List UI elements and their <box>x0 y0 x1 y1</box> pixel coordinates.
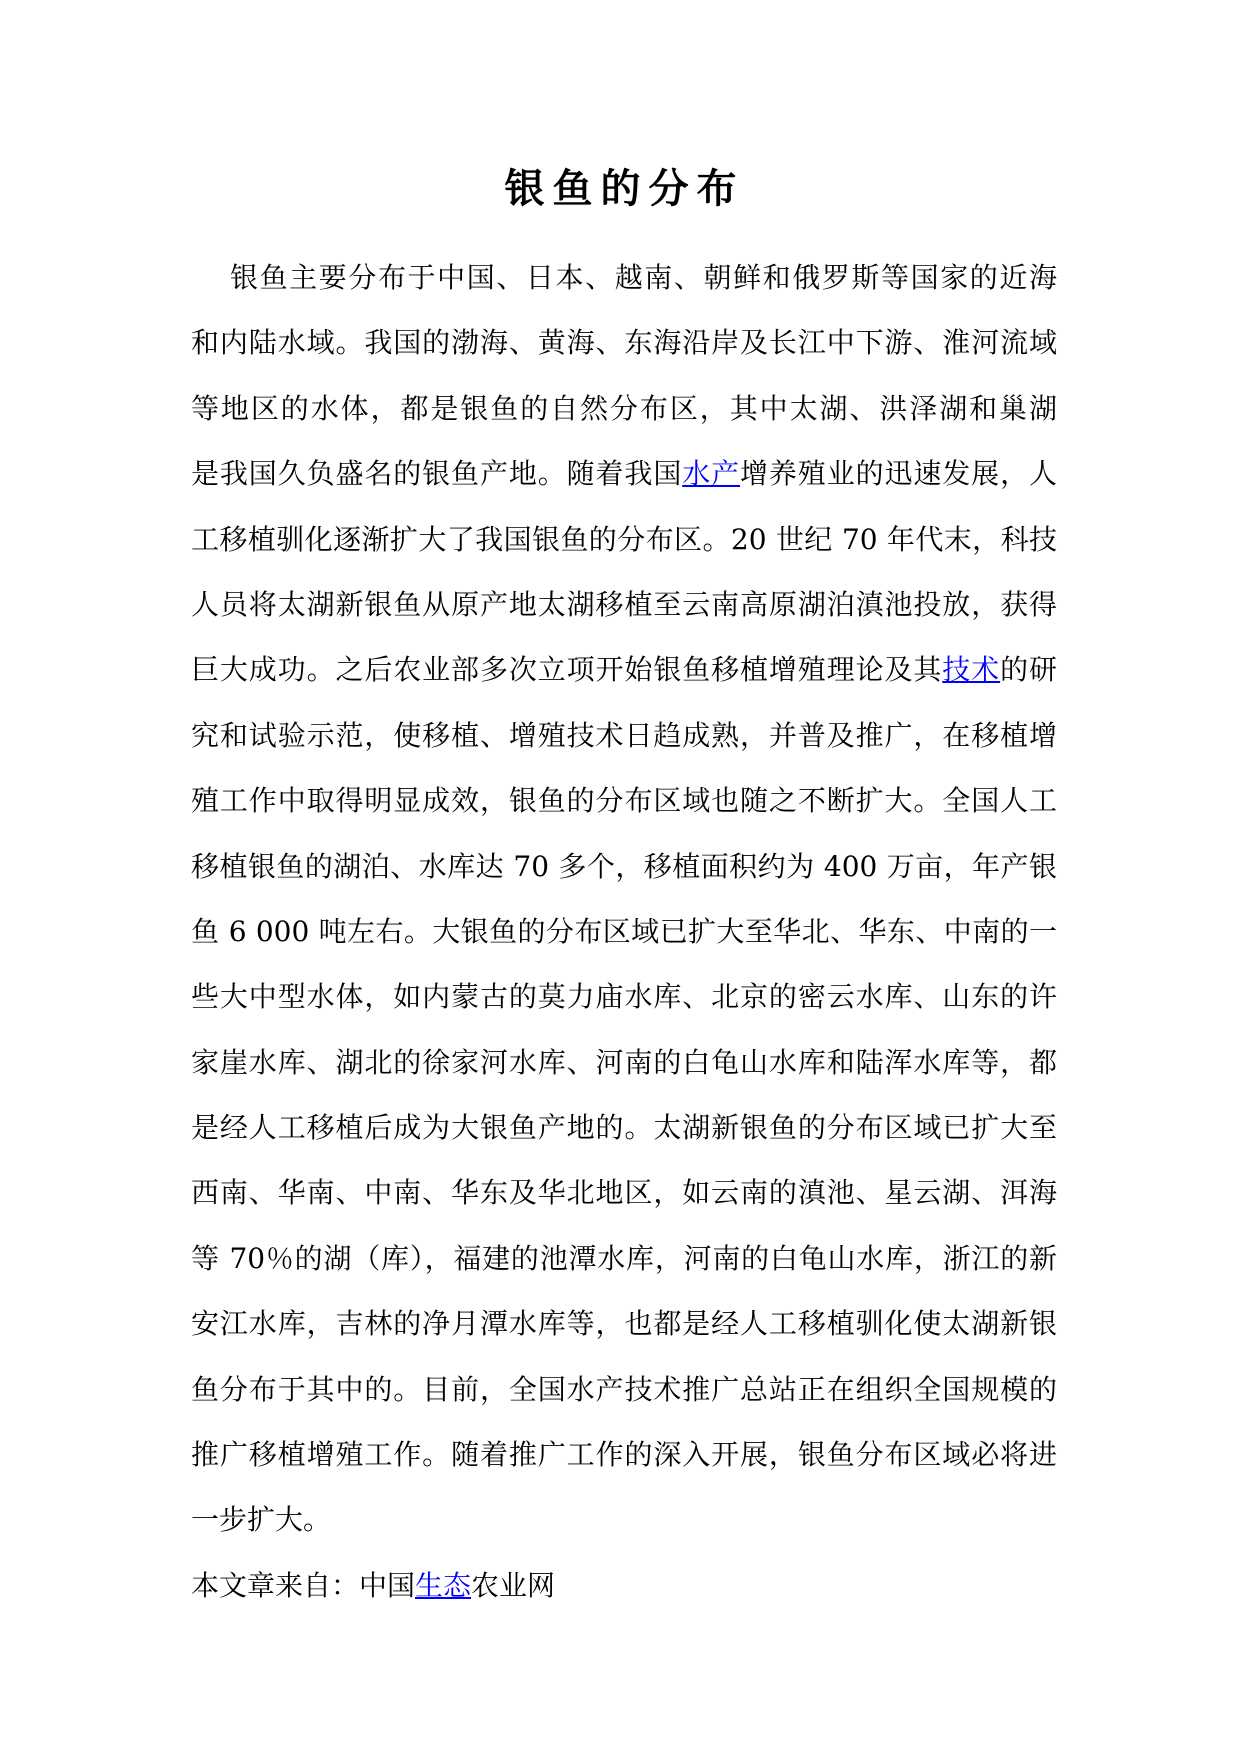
text-line: 鱼分布于其中的。目前，全国水产技术推广总站正在组织全国规模的 <box>191 1372 1057 1406</box>
text-line: 些大中型水体，如内蒙古的莫力庙水库、北京的密云水库、山东的许 <box>191 980 1057 1014</box>
text-line: 移植银鱼的湖泊、水库达 70 多个，移植面积约为 400 万亩，年产银 <box>191 849 1057 883</box>
document-title: 银鱼的分布 <box>504 165 745 212</box>
text-line: 家崖水库、湖北的徐家河水库、河南的白龟山水库和陆浑水库等，都 <box>191 1045 1057 1079</box>
source-prefix: 本文章来自：中国 <box>191 1568 416 1602</box>
text-line <box>191 637 1057 702</box>
text-line <box>191 441 1057 506</box>
ecology-link[interactable]: 生态 <box>415 1568 472 1602</box>
text-line: 一步扩大。 <box>191 1503 332 1537</box>
text-line: 和内陆水域。我国的渤海、黄海、东海沿岸及长江中下游、淮河流域 <box>191 326 1057 360</box>
text-line: 等地区的水体，都是银鱼的自然分布区，其中太湖、洪泽湖和巢湖 <box>191 391 1057 425</box>
document-body <box>191 245 1057 1618</box>
text-line: 是经人工移植后成为大银鱼产地的。太湖新银鱼的分布区域已扩大至 <box>191 1111 1057 1145</box>
text-segment: 巨大成功。之后农业部多次立项开始银鱼移植增殖理论及其 <box>191 653 943 687</box>
text-line: 西南、华南、中南、华东及华北地区，如云南的滇池、星云湖、洱海 <box>191 1176 1057 1210</box>
text-line: 推广移植增殖工作。随着推广工作的深入开展，银鱼分布区域必将进 <box>191 1438 1057 1472</box>
text-segment: 是我国久负盛名的银鱼产地。随着我国 <box>191 457 683 491</box>
text-line: 人员将太湖新银鱼从原产地太湖移植至云南高原湖泊滇池投放，获得 <box>191 587 1057 621</box>
text-segment: 增养殖业的迅速发展，人 <box>740 457 1057 491</box>
source-suffix: 农业网 <box>471 1568 556 1602</box>
text-line: 工移植驯化逐渐扩大了我国银鱼的分布区。20 世纪 70 年代末，科技 <box>191 522 1057 556</box>
text-line: 鱼 6 000 吨左右。大银鱼的分布区域已扩大至华北、华东、中南的一 <box>191 914 1057 948</box>
text-line: 殖工作中取得明显成效，银鱼的分布区域也随之不断扩大。全国人工 <box>191 784 1057 818</box>
source-line <box>191 1553 1057 1618</box>
text-segment: 的研 <box>1000 653 1057 687</box>
text-line: 银鱼主要分布于中国、日本、越南、朝鲜和俄罗斯等国家的近海 <box>230 261 1057 294</box>
technology-link[interactable]: 技术 <box>942 653 1001 687</box>
aquaculture-link[interactable]: 水产 <box>682 457 741 491</box>
text-line: 等 70％的湖（库），福建的池潭水库，河南的白龟山水库，浙江的新 <box>191 1241 1057 1275</box>
text-line: 安江水库，吉林的净月潭水库等，也都是经人工移植驯化使太湖新银 <box>191 1307 1057 1341</box>
text-line: 究和试验示范，使移植、增殖技术日趋成熟，并普及推广，在移植增 <box>191 718 1057 752</box>
